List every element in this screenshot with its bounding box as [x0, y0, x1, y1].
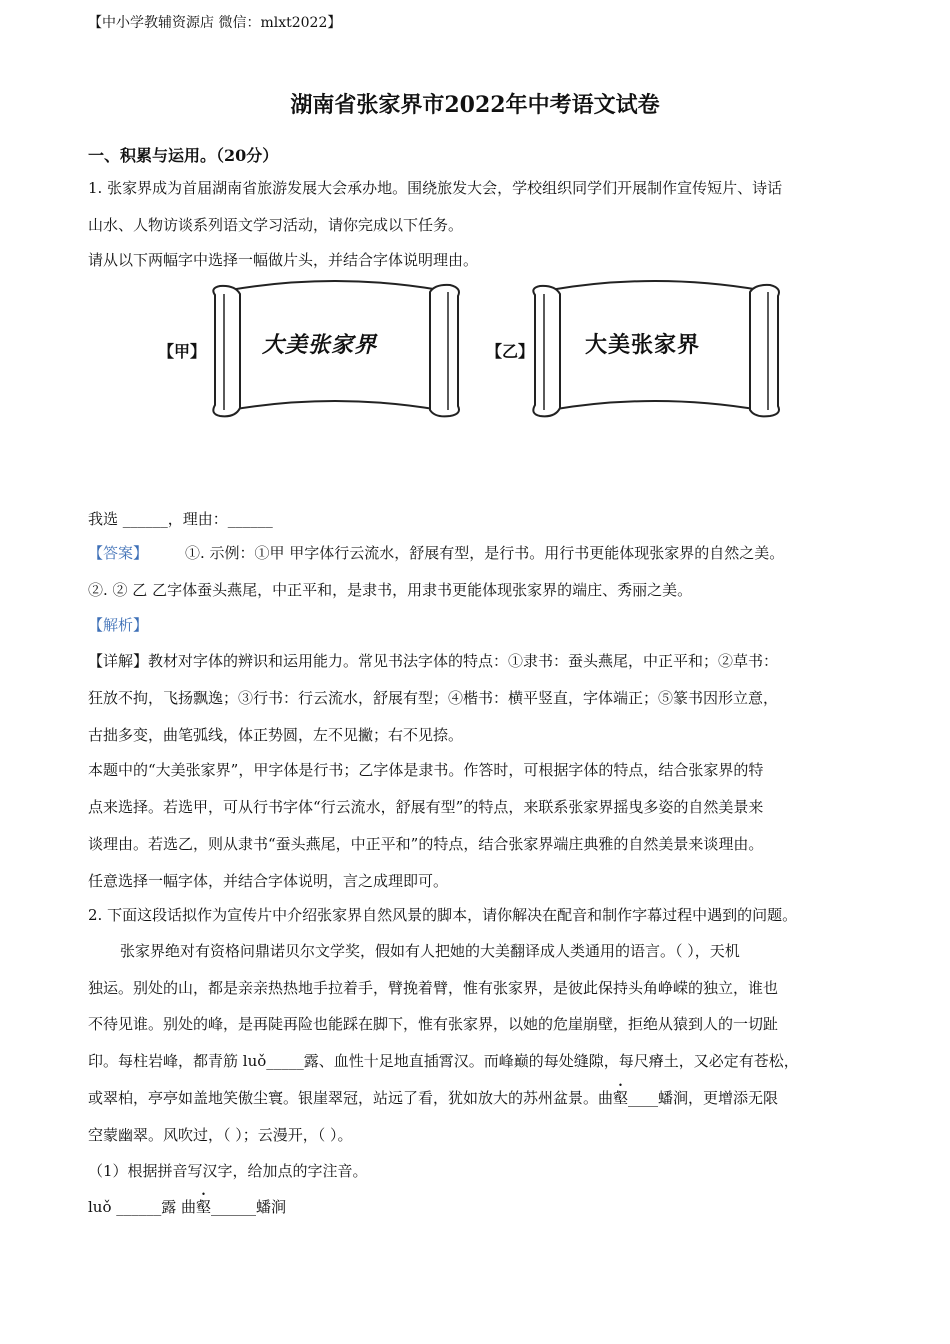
section-heading: 一、积累与运用。（20分） [88, 146, 279, 165]
q2-passage-line1: 张家界绝对有资格问鼎诺贝尔文学奖，假如有人把她的大美翻译成人类通用的语言。（ ），天机 [120, 942, 740, 960]
q1-line3: 请从以下两幅字中选择一幅做片头，并结合字体说明理由。 [88, 251, 479, 269]
dotted-char: 壑 [613, 1089, 629, 1107]
answer-line2: ②. ② 乙 乙字体蚕头燕尾，中正平和，是隶书，用隶书更能体现张家界的端庄、秀丽之美。 [88, 581, 693, 599]
q2-sub1: （1）根据拼音写汉字，给加点的字注音。 [88, 1162, 368, 1180]
q2-passage-line2: 独运。别处的山，都是亲亲热热地手拉着手，臂挽着臂，惟有张家界，是彼此保持头角峥嵘的独立，谁也 [88, 979, 779, 997]
page-title: 湖南省张家界市2022年中考语文试卷 [290, 92, 660, 118]
q1-line2: 山水、人物访谈系列语文学习活动，请你完成以下任务。 [88, 216, 464, 234]
analysis-line1: 【详解】教材对字体的辨识和运用能力。常见书法字体的特点：①隶书：蚕头燕尾，中正平和；②草书： [88, 652, 779, 670]
q1-line1: 1. 张家界成为首届湖南省旅游发展大会承办地。围绕旅发大会，学校组织同学们开展制作宣传短片、诗话 [88, 179, 783, 197]
page-header: 【中小学教辅资源店 微信：mlxt2022】 [88, 15, 342, 31]
dotted-char-2: 壑 [196, 1198, 212, 1216]
answer-line1: ①. 示例：①甲 甲字体行云流水，舒展有型，是行书。用行书更能体现张家界的自然之美。 [185, 544, 785, 562]
analysis-line5: 点来选择。若选甲，可从行书字体“行云流水，舒展有型”的特点，来联系张家界摇曳多姿的自然美景来 [88, 798, 764, 816]
q2-passage-line6: 空蒙幽翠。风吹过，（ ）；云漫开，（ ）。 [88, 1126, 353, 1144]
q2-intro: 2. 下面这段话拟作为宣传片中介绍张家界自然风景的脚本，请你解决在配音和制作字幕过程中遇到的问题。 [88, 906, 798, 924]
answer-tag: 【答案】 [88, 544, 149, 562]
analysis-line6: 谈理由。若选乙，则从隶书“蚕头燕尾，中正平和”的特点，结合张家界端庄典雅的自然美景来谈理由。 [88, 835, 764, 853]
q2-passage-line4: 印。每柱岩峰，都青筋 luǒ_____露、血性十足地直插霄汉。而峰巅的每处缝隙，每尺瘠土，又必定有苍松， [88, 1052, 799, 1070]
scroll-a-text: 大美张家界 [262, 332, 378, 358]
analysis-line7: 任意选择一幅字体，并结合字体说明，言之成理即可。 [88, 872, 449, 890]
label-jia: 【甲】 [158, 342, 207, 361]
q2-passage-line3: 不待见谁。别处的峰，是再陡再险也能踩在脚下，惟有张家界，以她的危崖崩壁，拒绝从猿到人的一切趾 [88, 1015, 779, 1033]
analysis-tag: 【解析】 [88, 616, 149, 634]
analysis-line2: 狂放不拘，飞扬飘逸；③行书：行云流水，舒展有型；④楷书：横平竖直，字体端正；⑤篆书因形立意， [88, 689, 779, 707]
q2-sub1-answer: luǒ ______露 曲壑______蟠涧 [88, 1198, 287, 1216]
label-yi: 【乙】 [486, 342, 535, 361]
q1-answer-line: 我选 ______，理由：______ [88, 510, 273, 528]
analysis-line3: 古拙多变，曲笔弧线，体正势圆，左不见撇；右不见捺。 [88, 726, 464, 744]
analysis-line4: 本题中的“大美张家界”，甲字体是行书；乙字体是隶书。作答时，可根据字体的特点，结合张家界的特 [88, 761, 764, 779]
q2-passage-line5: 或翠柏，亭亭如盖地笑傲尘寰。银崖翠冠，站远了看，犹如放大的苏州盆景。曲壑____蟠涧，更增添无限 [88, 1089, 779, 1107]
scroll-b-text: 大美张家界 [585, 332, 701, 358]
